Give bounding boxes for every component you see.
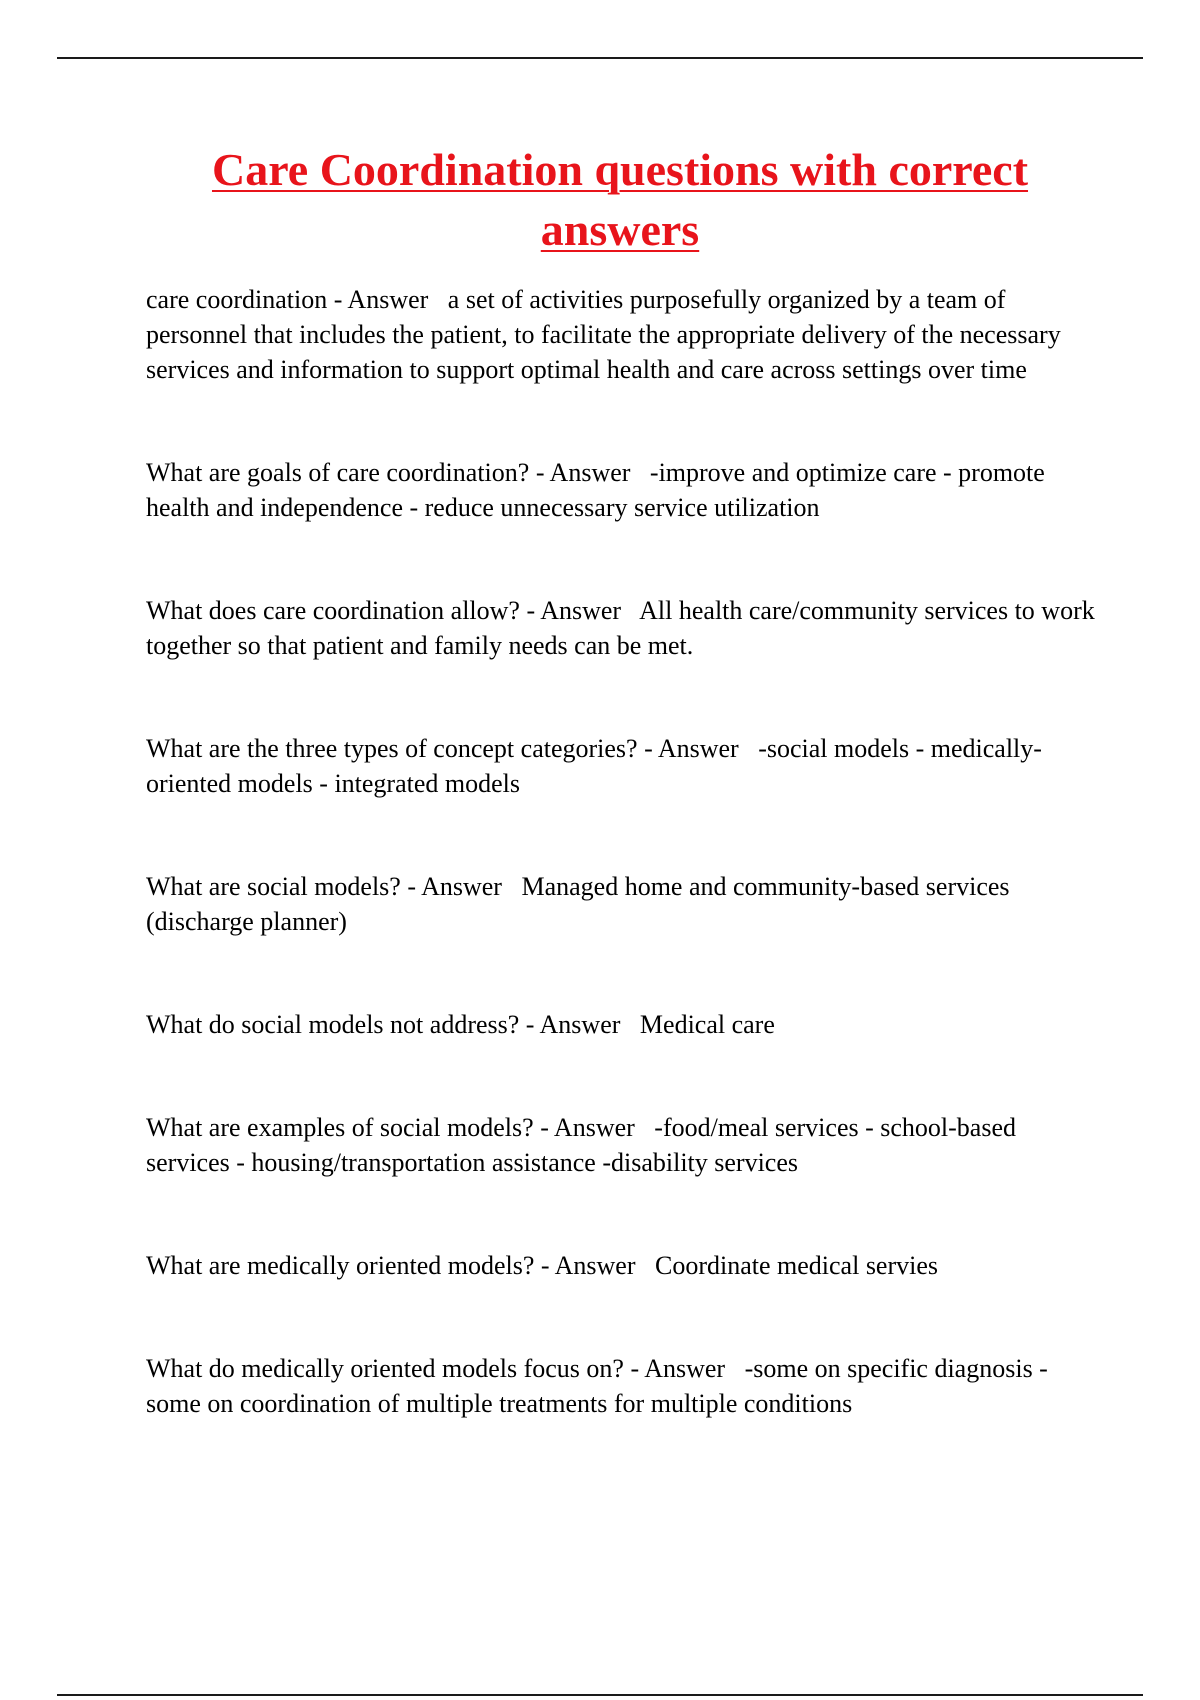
entry-question: What are examples of social models? <box>146 1113 534 1142</box>
document-title: Care Coordination questions with correct answers <box>211 144 1029 255</box>
qa-list <box>146 282 1096 1489</box>
entry-answer-label: Answer <box>553 1113 635 1142</box>
header-rule <box>57 57 1143 59</box>
entry-answer: -some on specific diagnosis -some on coordination of multiple treatments for multiple conditions <box>146 1354 1048 1418</box>
entry-question: What do social models not address? <box>146 1010 520 1039</box>
qa-entry: What are medically oriented models? - Answer Coordinate medical servies <box>146 1251 939 1280</box>
entry-question: What are goals of care coordination? <box>146 458 530 487</box>
entry-question: What are social models? <box>146 872 401 901</box>
entry-answer: All health care/community services to work together so that patient and family needs can be met. <box>146 596 1095 660</box>
entry-answer: -social models - medically-oriented models - integrated models <box>146 734 1042 798</box>
entry-answer: a set of activities purposefully organized by a team of personnel that includes the patient, to facilitate the appropriate delivery of the necessary services and information to support optimal health and care across settings over time <box>146 285 1061 384</box>
entry-answer-label: Answer <box>644 1354 726 1383</box>
entry-answer-label: Answer <box>421 872 502 901</box>
entry-question: What are medically oriented models? <box>146 1251 535 1280</box>
qa-entry: care coordination - Answer a set of activities purposefully organized by a team of personnel that includes the patient, to facilitate the appropriate delivery of the necessary services and information to support optimal health and care across settings over time <box>146 285 1061 384</box>
qa-entry: What are examples of social models? - Answer -food/meal services - school-based services - housing/transportation assistance -disability services <box>146 1113 1016 1177</box>
qa-entry: What do medically oriented models focus on? - Answer -some on specific diagnosis -some on coordination of multiple treatments for multiple conditions <box>146 1354 1048 1418</box>
entry-answer-label: Answer <box>540 596 622 625</box>
entry-question: What are the three types of concept categories? <box>146 734 638 763</box>
entry-answer-label: Answer <box>554 1251 636 1280</box>
entry-answer-label: Answer <box>549 458 631 487</box>
qa-entry: What are the three types of concept categories? - Answer -social models - medically-oriented models - integrated models <box>146 734 1042 798</box>
entry-answer: Medical care <box>639 1010 775 1039</box>
qa-entry: What are goals of care coordination? - Answer -improve and optimize care - promote health and independence - reduce unnecessary service utilization <box>146 458 1045 522</box>
footer-rule <box>57 1694 1143 1696</box>
entry-question: What do medically oriented models focus on? <box>146 1354 624 1383</box>
qa-entry: What does care coordination allow? - Answer All health care/community services to work together so that patient and family needs can be met. <box>146 596 1095 660</box>
qa-entry: What do social models not address? - Answer Medical care <box>146 1010 775 1039</box>
entry-answer: Managed home and community-based services (discharge planner) <box>146 872 1010 936</box>
entry-answer: -improve and optimize care - promote health and independence - reduce unnecessary service utilization <box>146 458 1045 522</box>
entry-question: care coordination <box>146 285 328 314</box>
entry-answer-label: Answer <box>657 734 739 763</box>
entry-question: What does care coordination allow? <box>146 596 520 625</box>
entry-answer-label: Answer <box>539 1010 621 1039</box>
entry-answer-label: Answer <box>347 285 429 314</box>
qa-entry: What are social models? - Answer Managed home and community-based services (discharge planner) <box>146 872 1010 936</box>
entry-answer: Coordinate medical servies <box>655 1251 939 1280</box>
entry-answer: -food/meal services - school-based services - housing/transportation assistance -disability services <box>146 1113 1016 1177</box>
